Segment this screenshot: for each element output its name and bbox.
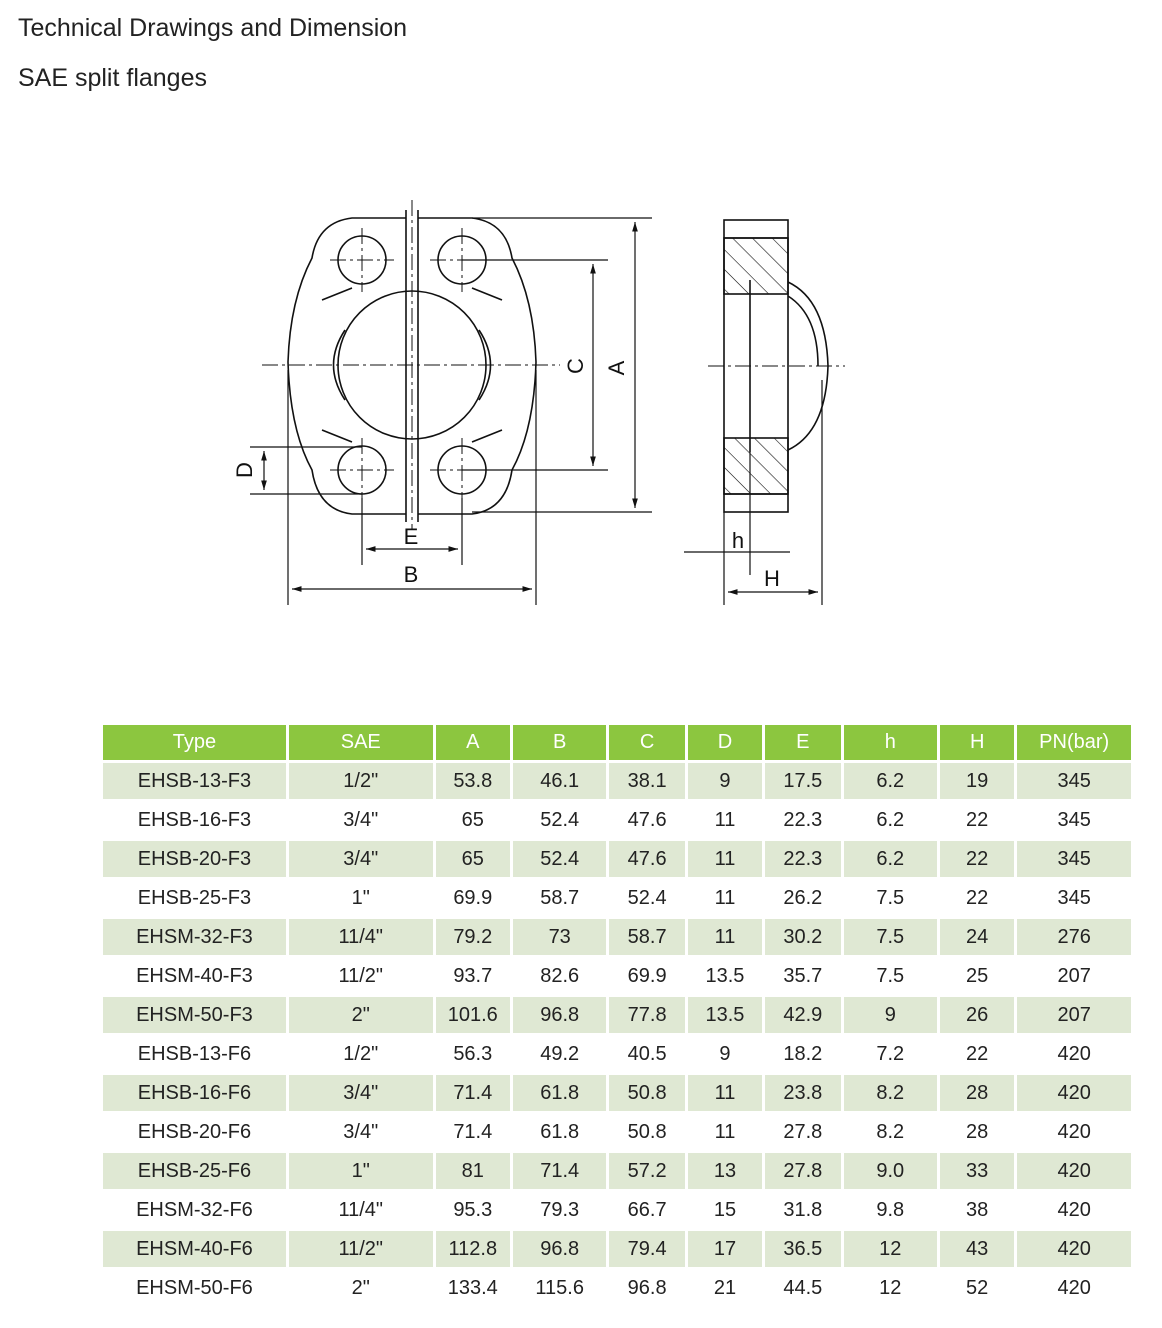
table-cell: 47.6 [609,841,684,877]
table-cell: 53.8 [436,763,510,799]
table-cell: 58.7 [513,880,606,916]
table-row [103,919,1131,955]
side-hatch-top [724,238,788,294]
centerlines [262,200,560,530]
table-cell: 18.2 [765,1036,840,1072]
table-cell: 26.2 [765,880,840,916]
table-cell: 3/4" [289,1075,433,1111]
table-row [103,1231,1131,1267]
table-cell: 50.8 [609,1114,684,1150]
table-cell: 38 [940,1192,1014,1228]
table-cell: 9.8 [844,1192,937,1228]
table-cell: 61.8 [513,1114,606,1150]
table-cell: 95.3 [436,1192,510,1228]
table-row [103,880,1131,916]
table-cell: 420 [1017,1231,1131,1267]
table-cell: 12 [844,1231,937,1267]
table-cell: 11/2" [289,958,433,994]
table-cell: 71.4 [436,1114,510,1150]
table-cell: EHSM-32-F6 [103,1192,286,1228]
label-A: A [604,360,629,376]
table-cell: 345 [1017,880,1131,916]
technical-drawing [0,190,1162,620]
table-cell: 79.4 [609,1231,684,1267]
dimension-lines [250,218,652,605]
table-cell: 35.7 [765,958,840,994]
table-cell: 71.4 [436,1075,510,1111]
table-cell: 9 [688,763,762,799]
table-cell: 7.2 [844,1036,937,1072]
table-cell: 3/4" [289,802,433,838]
table-cell: 49.2 [513,1036,606,1072]
column-header: B [513,725,606,760]
table-cell: EHSM-50-F6 [103,1270,286,1306]
table-cell: 22.3 [765,841,840,877]
table-row [103,1270,1131,1306]
table-cell: 6.2 [844,841,937,877]
table-row [103,958,1131,994]
table-cell: EHSB-13-F6 [103,1036,286,1072]
table-cell: 7.5 [844,880,937,916]
table-row [103,1153,1131,1189]
label-E: E [403,524,419,549]
table-cell: 2" [289,997,433,1033]
table-cell: 8.2 [844,1114,937,1150]
table-cell: 345 [1017,841,1131,877]
table-cell: 31.8 [765,1192,840,1228]
table-cell: 115.6 [513,1270,606,1306]
table-cell: 96.8 [609,1270,684,1306]
table-cell: 11 [688,880,762,916]
table-cell: 1" [289,1153,433,1189]
table-cell: EHSB-20-F6 [103,1114,286,1150]
table-cell: 24 [940,919,1014,955]
table-cell: 81 [436,1153,510,1189]
table-cell: 101.6 [436,997,510,1033]
table-cell: 56.3 [436,1036,510,1072]
table-cell: 65 [436,841,510,877]
table-cell: 42.9 [765,997,840,1033]
table-cell: 2" [289,1270,433,1306]
table-cell: 420 [1017,1114,1131,1150]
table-cell: 8.2 [844,1075,937,1111]
table-cell: 22 [940,802,1014,838]
table-cell: EHSB-25-F6 [103,1153,286,1189]
table-cell: 13.5 [688,958,762,994]
table-cell: 71.4 [513,1153,606,1189]
column-header: D [688,725,762,760]
page-subtitle: SAE split flanges [18,64,207,92]
table-cell: 13 [688,1153,762,1189]
table-cell: 96.8 [513,997,606,1033]
label-C: C [563,358,588,374]
table-cell: 79.3 [513,1192,606,1228]
flange-spec-table [100,722,1134,1309]
table-cell: 13.5 [688,997,762,1033]
table-cell: 79.2 [436,919,510,955]
table-cell: 28 [940,1114,1014,1150]
table-header-row [103,725,1131,760]
table-cell: 19 [940,763,1014,799]
column-header: SAE [289,725,433,760]
table-cell: EHSB-16-F3 [103,802,286,838]
page-title: Technical Drawings and Dimension [18,14,408,42]
table-cell: 82.6 [513,958,606,994]
table-cell: 11 [688,1114,762,1150]
label-h: h [731,528,745,553]
table-cell: 66.7 [609,1192,684,1228]
column-header: h [844,725,937,760]
table-cell: 15 [688,1192,762,1228]
table-cell: 420 [1017,1153,1131,1189]
table-row [103,763,1131,799]
table-cell: 47.6 [609,802,684,838]
table-cell: 207 [1017,958,1131,994]
side-hatch-bottom [724,438,788,494]
table-cell: 22 [940,1036,1014,1072]
table-cell: 33 [940,1153,1014,1189]
table-cell: 9.0 [844,1153,937,1189]
table-cell: 420 [1017,1075,1131,1111]
table-cell: EHSM-50-F3 [103,997,286,1033]
table-row [103,1192,1131,1228]
table-cell: 22 [940,880,1014,916]
table-cell: 1" [289,880,433,916]
table-cell: 276 [1017,919,1131,955]
table-cell: 112.8 [436,1231,510,1267]
table-cell: 52.4 [513,802,606,838]
table-cell: 93.7 [436,958,510,994]
table-cell: 6.2 [844,763,937,799]
table-row [103,802,1131,838]
table-cell: EHSM-40-F6 [103,1231,286,1267]
table-cell: 69.9 [609,958,684,994]
table-cell: 27.8 [765,1153,840,1189]
table-cell: 50.8 [609,1075,684,1111]
table-cell: 25 [940,958,1014,994]
table-cell: 44.5 [765,1270,840,1306]
label-H: H [764,566,780,591]
table-cell: 52 [940,1270,1014,1306]
table-cell: 11/4" [289,1192,433,1228]
table-cell: 11 [688,802,762,838]
table-row [103,1036,1131,1072]
table-cell: 52.4 [609,880,684,916]
table-cell: 36.5 [765,1231,840,1267]
table-cell: 9 [844,997,937,1033]
table-cell: EHSB-20-F3 [103,841,286,877]
table-cell: EHSB-13-F3 [103,763,286,799]
table-cell: 61.8 [513,1075,606,1111]
table-cell: 26 [940,997,1014,1033]
table-cell: 65 [436,802,510,838]
table-row [103,997,1131,1033]
table-cell: 52.4 [513,841,606,877]
table-cell: 420 [1017,1192,1131,1228]
table-cell: 38.1 [609,763,684,799]
table-row [103,1075,1131,1111]
table-row [103,841,1131,877]
column-header: H [940,725,1014,760]
column-header: PN(bar) [1017,725,1131,760]
table-row [103,1114,1131,1150]
table-cell: 43 [940,1231,1014,1267]
table-cell: 40.5 [609,1036,684,1072]
column-header: E [765,725,840,760]
table-cell: 22 [940,841,1014,877]
table-cell: 96.8 [513,1231,606,1267]
table-cell: 133.4 [436,1270,510,1306]
table-cell: EHSB-16-F6 [103,1075,286,1111]
table-cell: 21 [688,1270,762,1306]
table-cell: 11 [688,919,762,955]
table-cell: 27.8 [765,1114,840,1150]
table-cell: EHSB-25-F3 [103,880,286,916]
table-cell: 12 [844,1270,937,1306]
table-cell: 17 [688,1231,762,1267]
table-cell: 30.2 [765,919,840,955]
table-cell: 11 [688,841,762,877]
table-cell: 58.7 [609,919,684,955]
table-cell: 69.9 [436,880,510,916]
table-cell: 420 [1017,1270,1131,1306]
table-cell: 420 [1017,1036,1131,1072]
table-cell: 6.2 [844,802,937,838]
column-header: A [436,725,510,760]
table-cell: 1/2" [289,1036,433,1072]
table-cell: 17.5 [765,763,840,799]
column-header: C [609,725,684,760]
table-cell: 11/4" [289,919,433,955]
table-cell: 28 [940,1075,1014,1111]
table-cell: 73 [513,919,606,955]
table-cell: 345 [1017,763,1131,799]
table-cell: EHSM-32-F3 [103,919,286,955]
table-cell: 7.5 [844,958,937,994]
table-cell: 1/2" [289,763,433,799]
table-cell: 7.5 [844,919,937,955]
table-cell: 345 [1017,802,1131,838]
table-cell: 57.2 [609,1153,684,1189]
table-cell: 11 [688,1075,762,1111]
table-cell: 9 [688,1036,762,1072]
table-cell: 22.3 [765,802,840,838]
column-header: Type [103,725,286,760]
table-cell: 11/2" [289,1231,433,1267]
table-cell: 46.1 [513,763,606,799]
table-cell: 3/4" [289,841,433,877]
table-cell: 207 [1017,997,1131,1033]
table-cell: 3/4" [289,1114,433,1150]
table-cell: 23.8 [765,1075,840,1111]
table-cell: 77.8 [609,997,684,1033]
label-B: B [403,562,419,587]
label-D: D [232,462,257,478]
table-cell: EHSM-40-F3 [103,958,286,994]
